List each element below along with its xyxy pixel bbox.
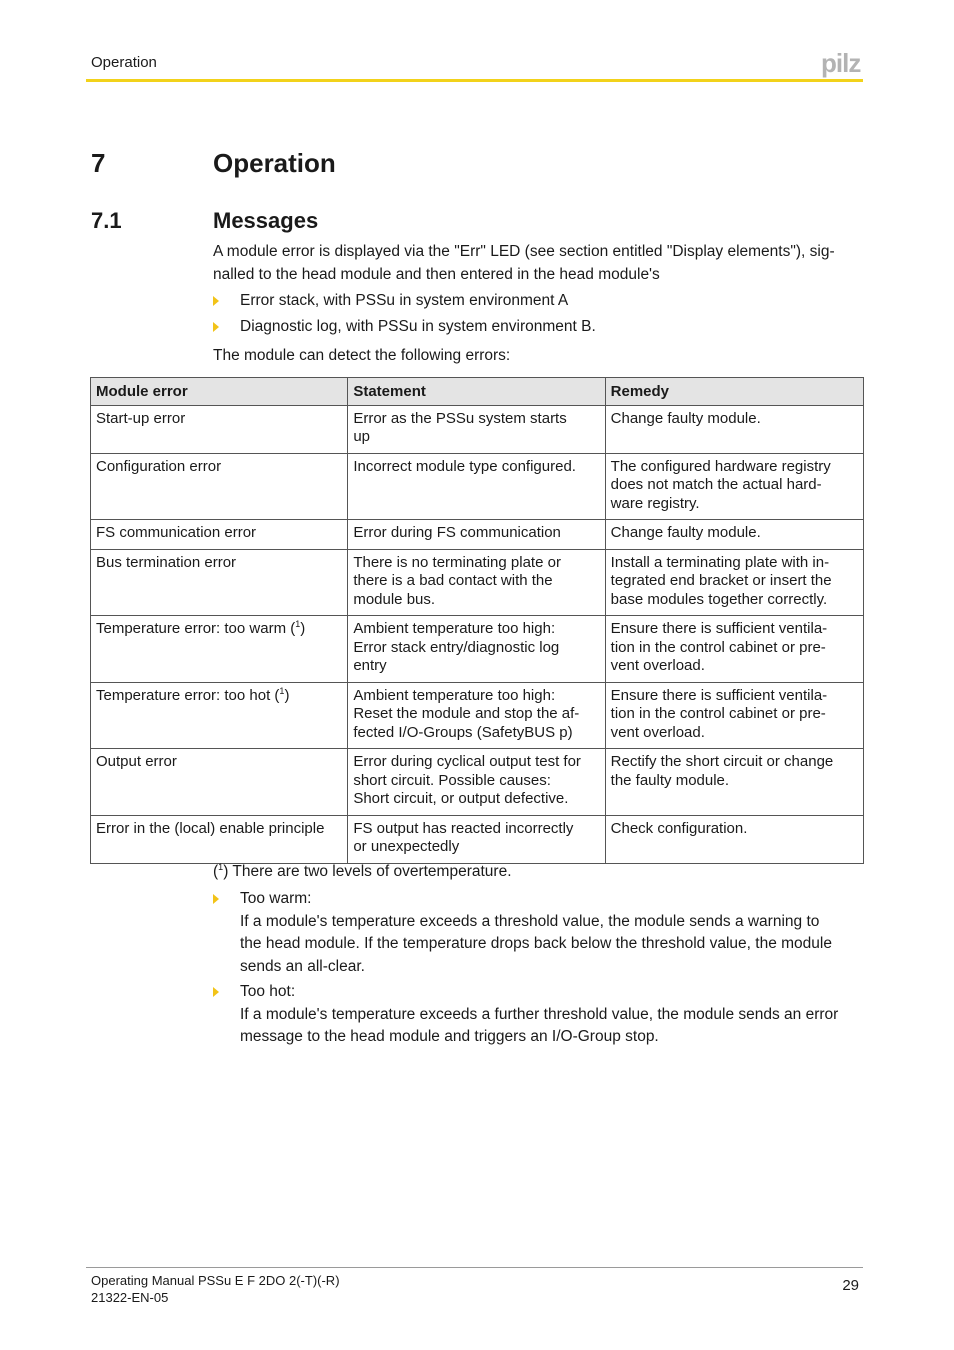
column-header: Module error: [91, 378, 348, 406]
pilz-logo: [821, 50, 865, 78]
remedy-cell: Check configuration.: [605, 815, 863, 863]
chapter-number: 7: [91, 148, 106, 178]
list-item-text: Error stack, with PSSu in system environment A: [240, 292, 569, 309]
document-number: 21322-EN-05: [91, 1290, 169, 1305]
svg-text:pilz: pilz: [821, 50, 861, 78]
remedy-cell: Rectify the short circuit or change the faulty module.: [605, 749, 863, 816]
module-error-cell: Bus termination error: [91, 549, 348, 616]
section-number: 7.1: [91, 208, 122, 233]
page-number: 29: [842, 1277, 859, 1294]
list-item-text: Diagnostic log, with PSSu in system environment B.: [240, 318, 596, 335]
section-title: Messages: [213, 208, 319, 233]
table-row: [91, 520, 864, 550]
intro-paragraph: [213, 241, 863, 286]
module-error-cell: Temperature error: too hot ($^1$): [91, 682, 348, 749]
manual-title: Operating Manual PSSu E F 2DO 2(-T)(-R): [91, 1273, 340, 1288]
footer-rule: [86, 1267, 863, 1268]
header-rule: [86, 79, 863, 82]
statement-cell: Error during FS communication: [348, 520, 605, 550]
table-row: [91, 453, 864, 520]
footer-info: [91, 1272, 340, 1306]
statement-cell: Ambient temperature too high: Reset the module and stop the af- fected I/O-Groups (SafetyBUS p): [348, 682, 605, 749]
table-row: [91, 616, 864, 683]
list-item-text: Too hot: If a module's temperature exceeds a further threshold value, the module sends an error message to the head module and triggers an I/O-Group stop.: [240, 983, 839, 1045]
remedy-cell: Install a terminating plate with in- tegrated end bracket or insert the base modules together correctly.: [605, 549, 863, 616]
chapter-title: Operation: [213, 148, 336, 178]
table-row: [91, 405, 864, 453]
table-intro: The module can detect the following errors:: [213, 347, 511, 364]
statement-cell: Incorrect module type configured.: [348, 453, 605, 520]
module-error-cell: FS communication error: [91, 520, 348, 550]
statement-cell: There is no terminating plate or there is a bad contact with the module bus.: [348, 549, 605, 616]
remedy-cell: The configured hardware registry does not match the actual hard- ware registry.: [605, 453, 863, 520]
module-error-cell: Start-up error: [91, 405, 348, 453]
remedy-cell: Ensure there is sufficient ventila- tion in the control cabinet or pre- vent overload.: [605, 682, 863, 749]
footnote-ref: 1: [279, 685, 285, 696]
remedy-cell: Change faulty module.: [605, 520, 863, 550]
column-header: Statement: [348, 378, 605, 406]
statement-cell: FS output has reacted incorrectly or unexpectedly: [348, 815, 605, 863]
bullet-arrow-icon: [213, 987, 219, 997]
table-row: [91, 815, 864, 863]
list-item-text: Too warm: If a module's temperature exceeds a threshold value, the module sends a warning to the head module. If the temperature drops back below the threshold value, the module sends an all-clear.: [240, 890, 832, 975]
column-header: Remedy: [605, 378, 863, 406]
error-table: [90, 377, 864, 864]
remedy-cell: Ensure there is sufficient ventila- tion in the control cabinet or pre- vent overload.: [605, 616, 863, 683]
module-error-cell: Temperature error: too warm ($^1$): [91, 616, 348, 683]
table-row: [91, 682, 864, 749]
table-row: [91, 749, 864, 816]
intro-line: A module error is displayed via the "Err" LED (see section entitled "Display elements"), sig-: [213, 243, 835, 260]
table-header-row: [91, 378, 864, 406]
bullet-arrow-icon: [213, 296, 219, 306]
statement-cell: Ambient temperature too high: Error stack entry/diagnostic log entry: [348, 616, 605, 683]
remedy-cell: Change faulty module.: [605, 405, 863, 453]
module-error-cell: Configuration error: [91, 453, 348, 520]
intro-line: nalled to the head module and then entered in the head module's: [213, 265, 660, 283]
running-header: Operation: [91, 54, 157, 71]
table-row: [91, 549, 864, 616]
module-error-cell: Output error: [91, 749, 348, 816]
statement-cell: Error during cyclical output test for short circuit. Possible causes: Short circuit, or output defective.: [348, 749, 605, 816]
module-error-cell: Error in the (local) enable principle: [91, 815, 348, 863]
statement-cell: Error as the PSSu system starts up: [348, 405, 605, 453]
footnote-ref: 1: [295, 619, 301, 629]
bullet-arrow-icon: [213, 894, 219, 904]
footnote: ($^1$) There are two levels of overtemperature.: [213, 861, 512, 880]
bullet-arrow-icon: [213, 322, 219, 332]
